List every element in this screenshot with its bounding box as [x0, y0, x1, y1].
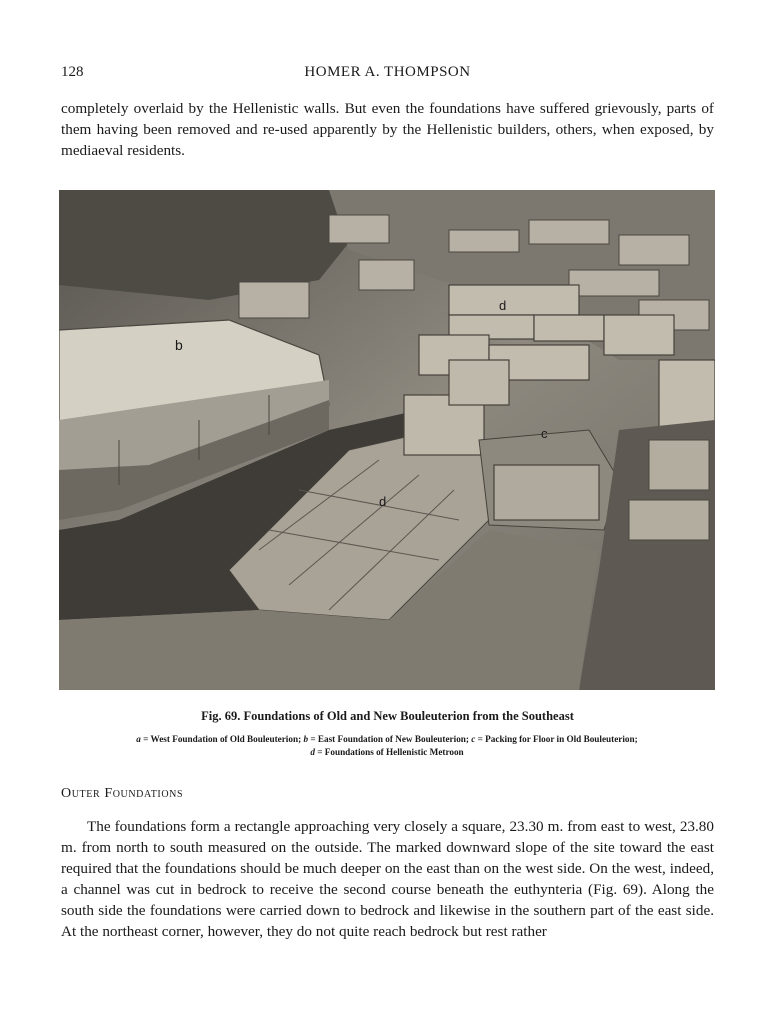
- legend-key-d: d: [310, 747, 315, 757]
- legend-key-a: a: [136, 734, 141, 744]
- legend-text-d: = Foundations of Hellenistic Metroon: [317, 747, 464, 757]
- figure-label-d-lower: d: [379, 494, 387, 509]
- figure-label-b: b: [175, 337, 183, 353]
- page-number: 128: [61, 64, 84, 80]
- figure-legend: [59, 733, 715, 759]
- body-paragraph: The foundations form a rectangle approaching very closely a square, 23.30 m. from east to west, 23.80 m. from north to south measured on the outside. The marked downward slope of the site toward the east required that the foundations should be much deeper on the east than on the west side. On the west, indeed, a channel was cut in bedrock to receive the second course beneath the euthynteria (Fig. 69). Along the south side the foundations were carried down to bedrock and likewise in the southern part of the east side. At the northeast corner, however, they do not quite reach bedrock but rest rather: [61, 818, 714, 940]
- figure-caption: Fig. 69. Foundations of Old and New Bouleuterion from the Southeast: [201, 709, 574, 723]
- photograph-icon: [59, 190, 715, 690]
- figure-photograph: [59, 190, 715, 690]
- running-head: HOMER A. THOMPSON: [304, 64, 471, 80]
- legend-key-c: c: [471, 734, 476, 744]
- figure-label-c: c: [541, 426, 548, 441]
- legend-text-b: = East Foundation of New Bouleuterion;: [310, 734, 469, 744]
- figure-label-d-upper: d: [499, 298, 507, 313]
- section-heading: Outer Foundations: [61, 786, 184, 801]
- intro-paragraph: completely overlaid by the Hellenistic walls. But even the foundations have suffered grievously, parts of them having been removed and re-used apparently by the Hellenistic builders, others, when exposed, by mediaeval residents.: [61, 100, 714, 159]
- legend-text-a: = West Foundation of Old Bouleuterion;: [143, 734, 302, 744]
- legend-key-b: b: [303, 734, 309, 744]
- legend-text-c: = Packing for Floor in Old Bouleuterion;: [477, 734, 638, 744]
